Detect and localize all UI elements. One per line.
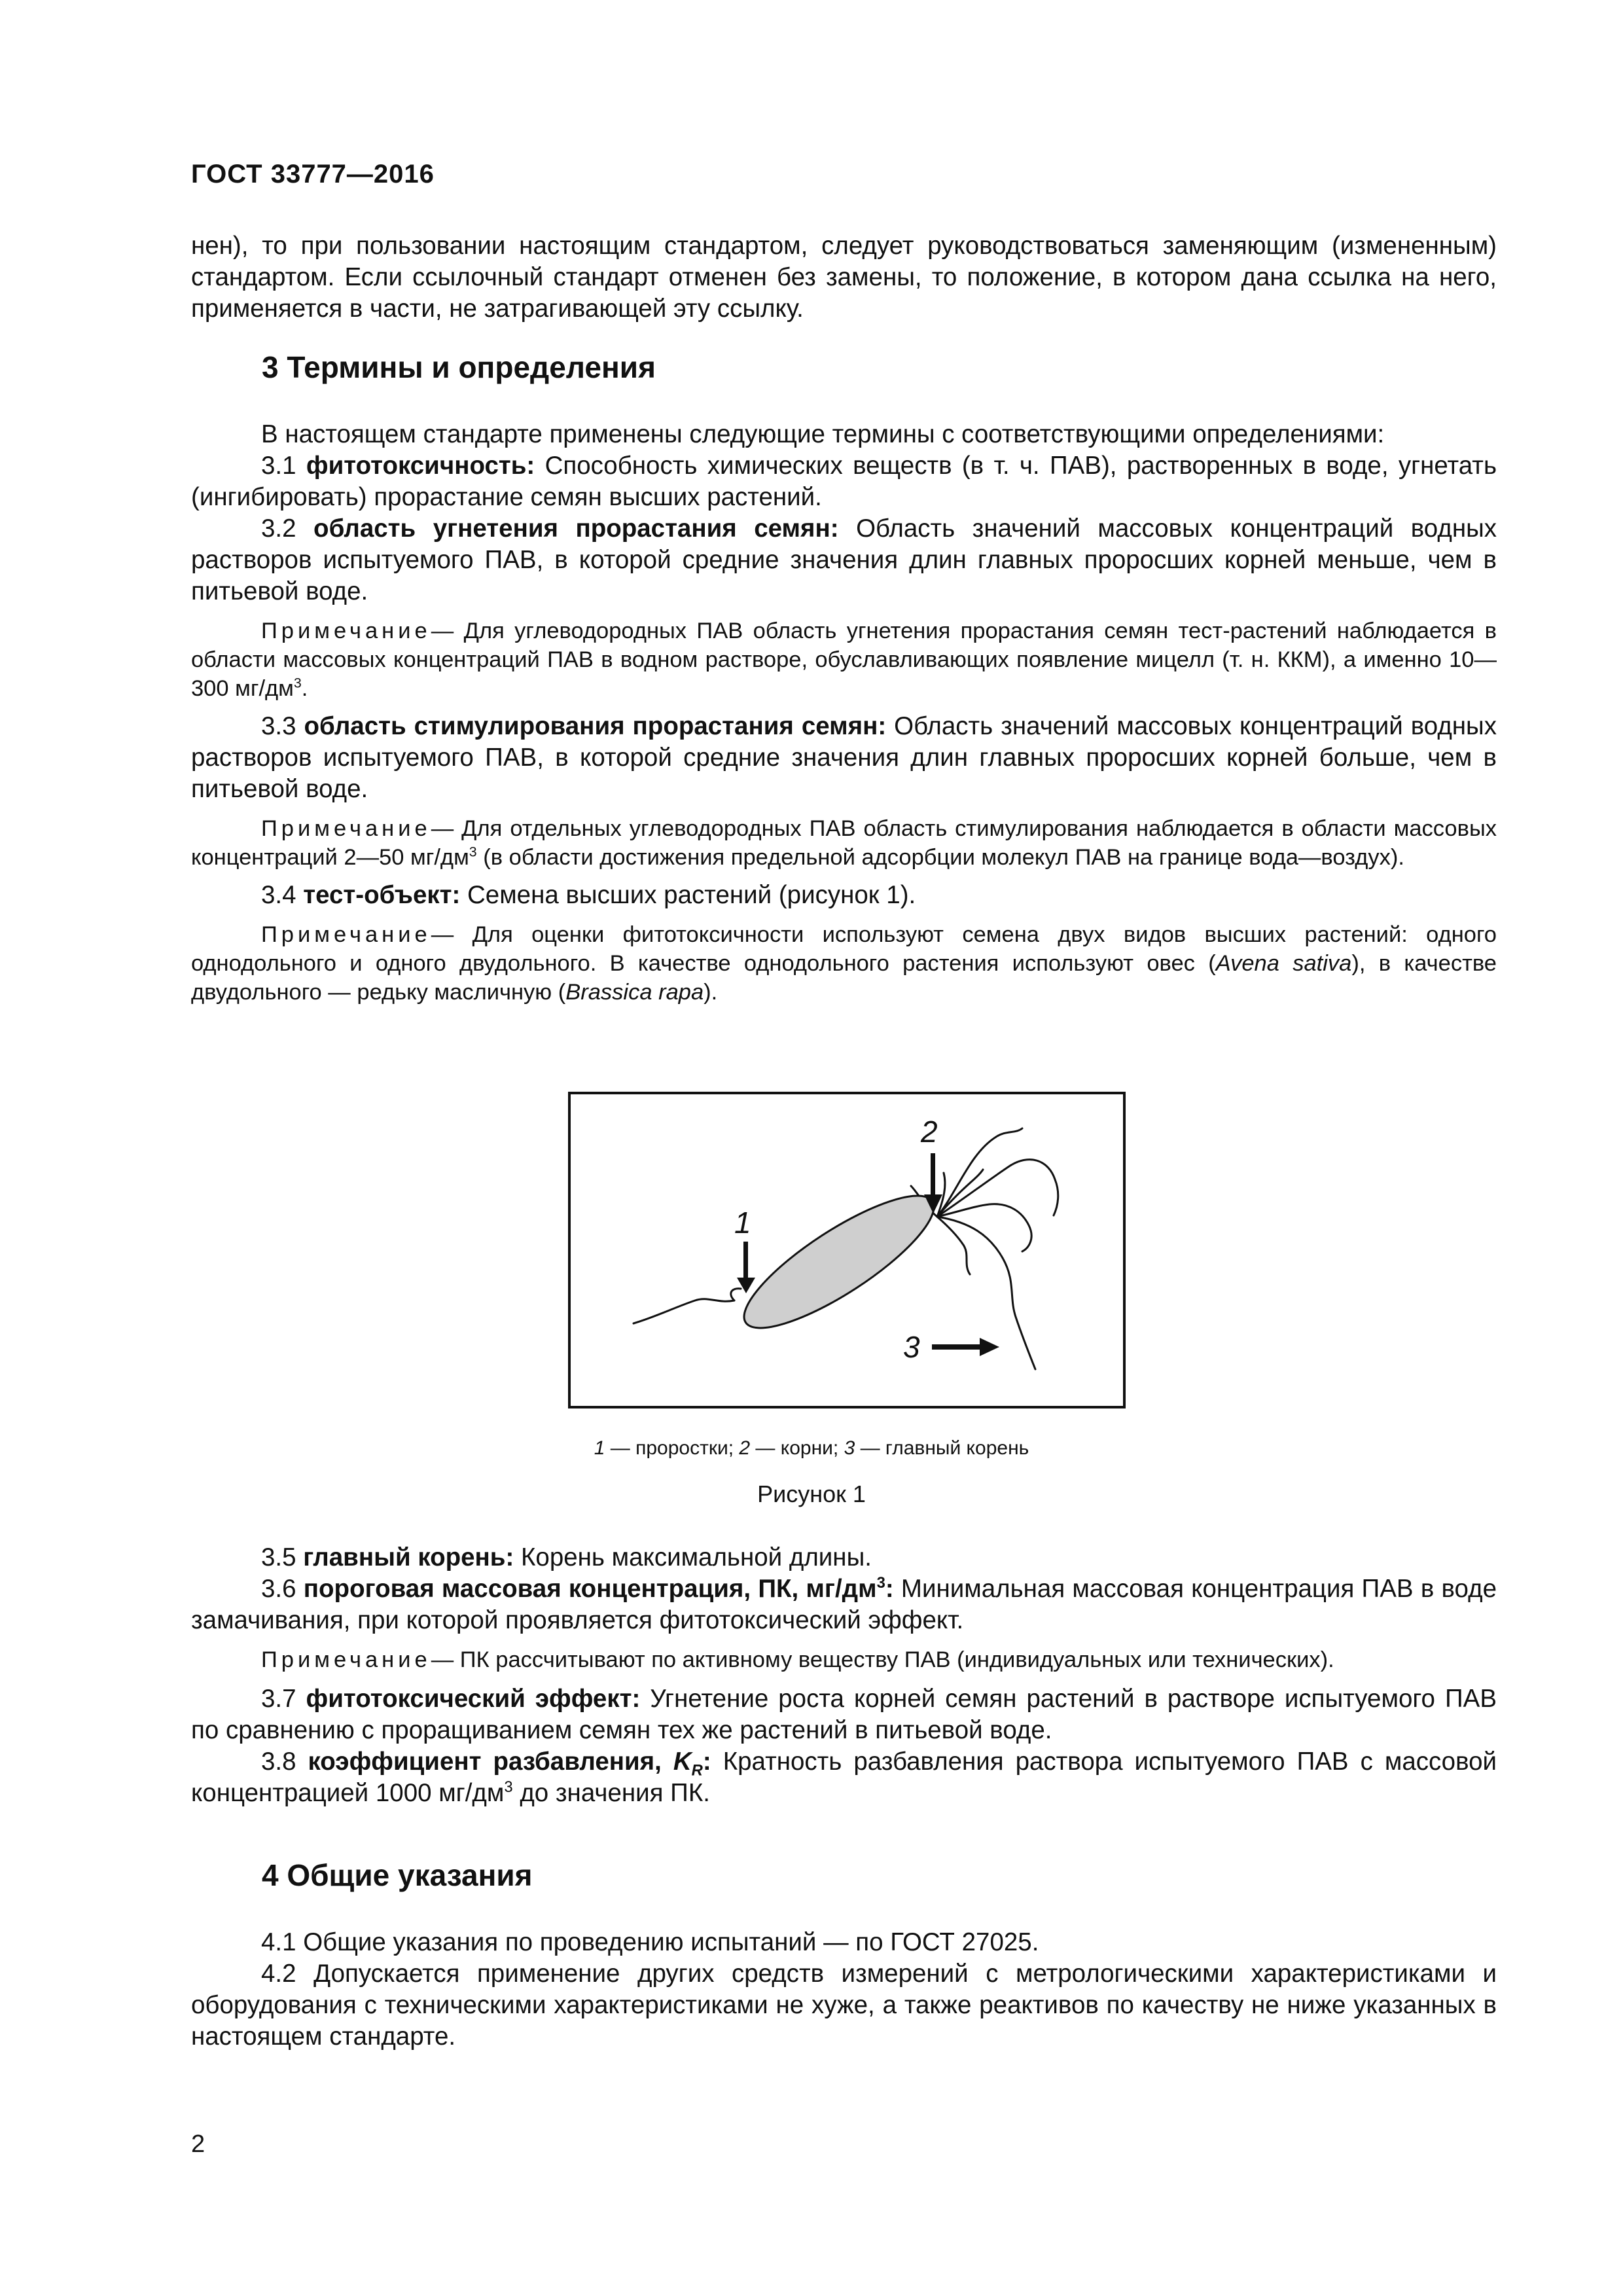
- document-code: ГОСТ 33777—2016: [191, 160, 435, 188]
- section-3-heading: 3 Термины и определения: [262, 350, 656, 384]
- note-text: ).: [704, 980, 718, 1005]
- term-name: фитотоксический эффект:: [306, 1685, 641, 1713]
- superscript: 3: [469, 844, 477, 860]
- term-3-8: [191, 1746, 1497, 1809]
- latin-name-oat: Avena sativa: [1215, 951, 1352, 976]
- root-line: [937, 1204, 1031, 1251]
- clause-text: Общие указания по проведению испытаний — по ГОСТ 27025.: [303, 1928, 1039, 1956]
- note-label: Примечание: [261, 1647, 431, 1672]
- term-3-4: [191, 880, 1497, 911]
- term-3-5: [191, 1542, 1497, 1573]
- figure-label-2: 2: [921, 1115, 938, 1149]
- term-name: область стимулирования прорастания семян:: [304, 712, 887, 740]
- term-3-2: [191, 513, 1497, 607]
- term-3-6: [191, 1573, 1497, 1636]
- term-definition: Угнетение роста корней семян растений в растворе испытуемого ПАВ по сравнению с проращиванием семян тех же растений в питьевой воде.: [191, 1685, 1497, 1744]
- term-3-3: [191, 711, 1497, 805]
- term-number: 3.7: [261, 1685, 296, 1713]
- term-3-1: [191, 450, 1497, 513]
- term-number: 3.8: [261, 1748, 296, 1776]
- superscript: 3: [504, 1778, 513, 1797]
- superscript: 3: [293, 675, 302, 691]
- note-text: — Для углеводородных ПАВ область угнетения прорастания семян тест-растений наблюдается в области массовых концентраций ПАВ в водном растворе, обуславливающих появление мицелл (т. н. ККМ), а именно 10—300 мг/дм: [191, 619, 1497, 701]
- term-definition: Корень максимальной длины.: [521, 1543, 872, 1571]
- seed-illustration: [571, 1094, 1123, 1406]
- seed-shape: [728, 1175, 949, 1349]
- section-3-body: [191, 419, 1497, 1007]
- note-label: Примечание: [261, 619, 431, 643]
- term-definition: Область значений массовых концентраций водных растворов испытуемого ПАВ, в которой средние значения длин главных проросших корней больше, чем в питьевой воде.: [191, 712, 1497, 803]
- section-4-body: [191, 1927, 1497, 2053]
- term-colon: :: [885, 1575, 894, 1603]
- legend-text: — корни;: [750, 1437, 844, 1459]
- term-definition: Область значений массовых концентраций водных растворов испытуемого ПАВ, в которой средние значения длин главных проросших корней меньше, чем в питьевой воде.: [191, 514, 1497, 605]
- intro-paragraph: [191, 230, 1497, 325]
- term-definition: Минимальная массовая концентрация ПАВ в воде замачивания, при которой проявляется фитотоксический эффект.: [191, 1575, 1497, 1634]
- term-number: 3.2: [261, 514, 296, 543]
- legend-num: 2: [739, 1437, 751, 1459]
- page-number: 2: [191, 2130, 205, 2158]
- figure-1-seed-diagram: [568, 1092, 1126, 1408]
- arrow-2-shaft: [931, 1153, 935, 1196]
- symbol: K: [673, 1748, 692, 1776]
- note-text: — ПК рассчитывают по активному веществу ПАВ (индивидуальных или технических).: [431, 1647, 1334, 1672]
- note-3-4: [191, 920, 1497, 1007]
- term-number: 3.4: [261, 881, 296, 909]
- note-end: .: [301, 676, 308, 701]
- term-colon: :: [702, 1748, 711, 1776]
- figure-label-1: 1: [734, 1206, 751, 1240]
- term-name: [308, 1748, 711, 1780]
- term-name: тест-объект:: [303, 881, 461, 909]
- subscript: R: [691, 1761, 703, 1780]
- clause-4-1: [191, 1927, 1497, 1958]
- arrow-1-shaft: [743, 1242, 748, 1279]
- clause-text: Допускается применение других средств измерений с метрологическими характеристиками и оборудования с техническими характеристиками не хуже, а также реактивов по качеству не ниже указанных в настоящем стандарте.: [191, 1960, 1497, 2051]
- arrow-1-head: [737, 1278, 755, 1293]
- term-name: главный корень:: [303, 1543, 514, 1571]
- term-number: 3.6: [261, 1575, 296, 1603]
- note-3-2: [191, 617, 1497, 703]
- legend-text: — главный корень: [855, 1437, 1029, 1459]
- section-3-body-continued: [191, 1542, 1497, 1809]
- note-text: ), в качестве двудольного — редьку масличную (: [191, 951, 1497, 1005]
- term-number: 3.1: [261, 452, 296, 480]
- term-definition: Семена высших растений (рисунок 1).: [467, 881, 916, 909]
- superscript: 3: [876, 1574, 885, 1592]
- figure-label-3: 3: [903, 1330, 920, 1364]
- clause-number: 4.2: [261, 1960, 296, 1988]
- arrow-3-head: [980, 1338, 999, 1356]
- term-3-7: [191, 1683, 1497, 1746]
- term-name-text: коэффициент разбавления,: [308, 1748, 673, 1776]
- term-name-text: пороговая массовая концентрация, ПК, мг/дм: [303, 1575, 877, 1603]
- term-name: фитотоксичность:: [306, 452, 535, 480]
- intro-text: нен), то при пользовании настоящим стандартом, следует руководствоваться заменяющим (измененным) стандартом. Если ссылочный стандарт отменен без замены, то положение, в котором дана ссылка на него, применяется в части, не затрагивающей эту ссылку.: [191, 232, 1497, 323]
- note-text: — Для оценки фитотоксичности используют семена двух видов высших растений: одного однодольного и одного двудольного. В качестве однодольного растения используют овес (: [191, 922, 1497, 976]
- note-label: Примечание: [261, 922, 431, 947]
- sprout-line: [633, 1299, 734, 1323]
- latin-name-radish: Brassica rapa: [565, 980, 704, 1005]
- definition-text: Кратность разбавления раствора испытуемого ПАВ с массовой концентрацией 1000 мг/дм: [191, 1748, 1497, 1807]
- term-name: [304, 1575, 894, 1603]
- note-end: (в области достижения предельной адсорбции молекул ПАВ на границе вода—воздух).: [476, 845, 1404, 870]
- term-number: 3.5: [261, 1543, 296, 1571]
- note-text: — Для отдельных углеводородных ПАВ область стимулирования наблюдается в области массовых концентраций 2—50 мг/дм: [191, 816, 1497, 870]
- term-name: область угнетения прорастания семян:: [313, 514, 839, 543]
- legend-text: — проростки;: [605, 1437, 740, 1459]
- note-3-3: [191, 814, 1497, 872]
- sprout-line: [731, 1289, 741, 1300]
- term-definition: Способность химических веществ (в т. ч. ПАВ), растворенных в воде, угнетать (ингибировать) прорастание семян высших растений.: [191, 452, 1497, 511]
- note-3-6: [191, 1645, 1497, 1674]
- figure-1-title: Рисунок 1: [757, 1480, 866, 1507]
- term-number: 3.3: [261, 712, 296, 740]
- arrow-3-shaft: [932, 1344, 981, 1350]
- section-3-lead: В настоящем стандарте применены следующие термины с соответствующими определениями:: [261, 420, 1385, 448]
- clause-4-2: [191, 1958, 1497, 2053]
- definition-text: до значения ПК.: [512, 1779, 710, 1807]
- section-4-heading: 4 Общие указания: [262, 1858, 533, 1892]
- legend-num: 1: [594, 1437, 605, 1459]
- figure-1-legend: [0, 1437, 1623, 1460]
- legend-num: 3: [844, 1437, 855, 1459]
- clause-number: 4.1: [261, 1928, 296, 1956]
- note-label: Примечание: [261, 816, 431, 841]
